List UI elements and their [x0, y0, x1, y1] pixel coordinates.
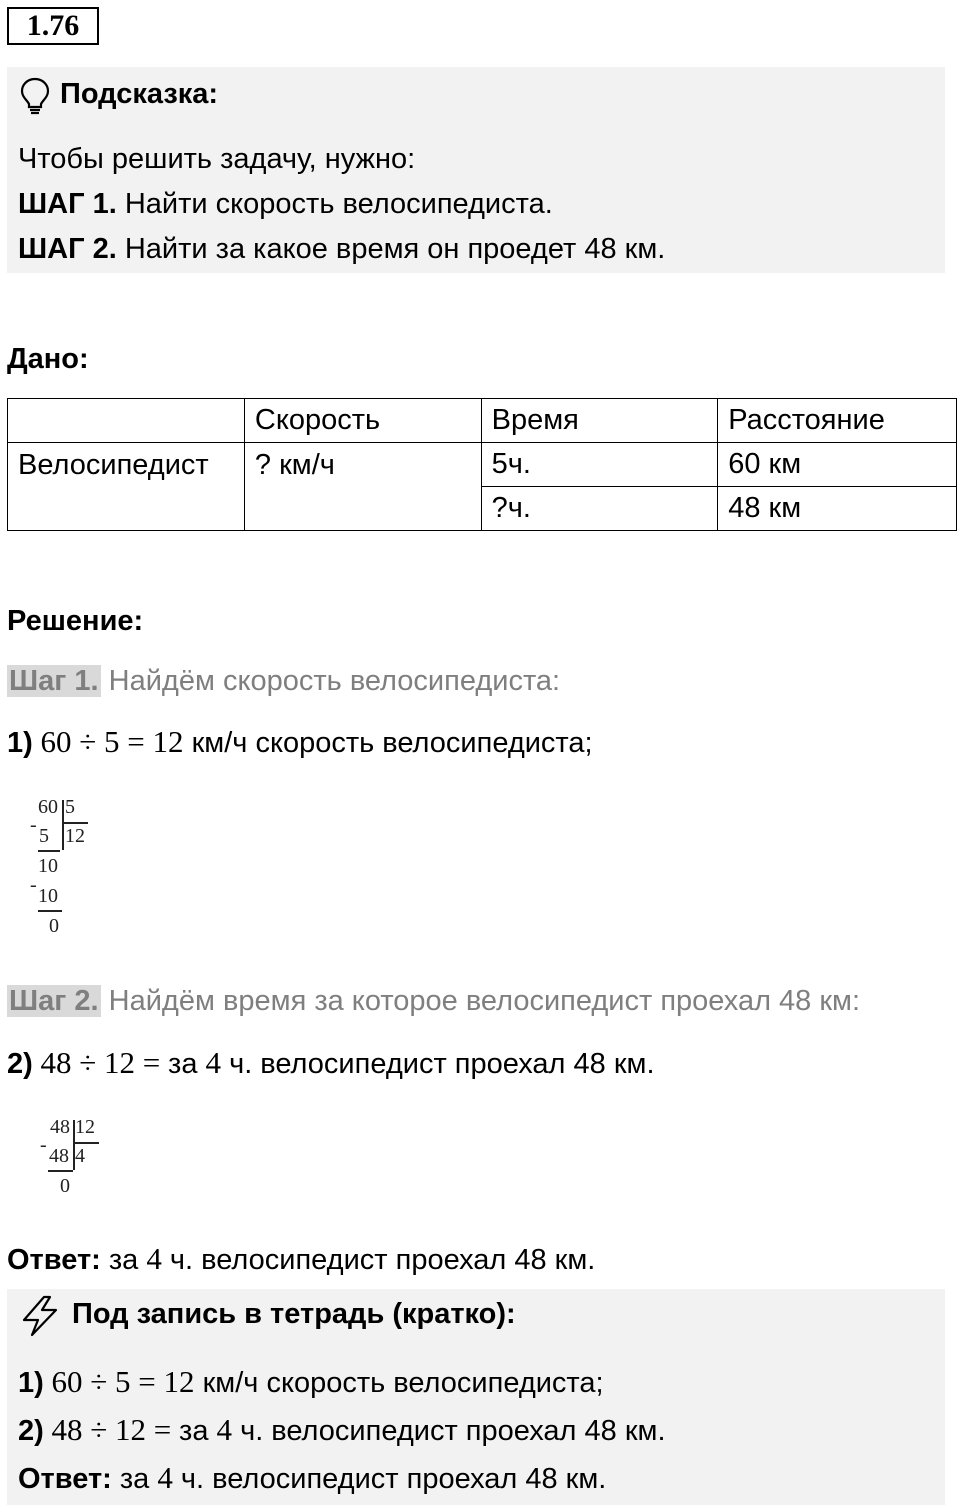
div1-minus-2: -: [30, 874, 37, 896]
table-cell: ? км/ч: [244, 443, 481, 531]
div1-line-1: [38, 850, 60, 852]
div2-divisor: 12: [75, 1116, 95, 1138]
div2-minus: -: [40, 1134, 47, 1156]
div2-dividend: 48: [50, 1116, 70, 1138]
hint-step-1: ШАГ 1. Найти скорость велосипедиста.: [18, 188, 553, 220]
table-header-cell: [8, 399, 245, 443]
table-cell: 48 км: [718, 487, 957, 531]
notebook-line-2: 2) 48 ÷ 12 = за 4 ч. велосипедист проехал 48 км.: [18, 1412, 666, 1447]
notebook-line-1: 1) 60 ÷ 5 = 12 км/ч скорость велосипедиста;: [18, 1364, 604, 1399]
hint-title: Подсказка:: [60, 78, 219, 110]
div1-sub2: 10: [38, 885, 58, 907]
lightbulb-icon: [18, 76, 52, 116]
given-table: [7, 398, 957, 531]
table-cell: 5ч.: [481, 443, 718, 487]
div2-quotient: 4: [75, 1145, 85, 1167]
table-cell: ?ч.: [481, 487, 718, 531]
div1-dividend: 60: [38, 796, 58, 818]
solution-step-1: Шаг 1. Найдём скорость велосипедиста:: [9, 665, 561, 697]
table-row: [8, 443, 957, 487]
solution-line-1: 1) 60 ÷ 5 = 12 км/ч скорость велосипедиста;: [7, 724, 593, 759]
solution-answer: Ответ: за 4 ч. велосипедист проехал 48 км.: [7, 1241, 596, 1276]
div1-minus: -: [30, 814, 37, 836]
div2-quotient-line: [74, 1142, 99, 1144]
div1-line-2: [38, 910, 62, 912]
hint-step-2: ШАГ 2. Найти за какое время он проедет 48 км.: [18, 233, 666, 265]
div2-line-1: [48, 1170, 73, 1172]
table-cell: Велосипедист: [8, 443, 245, 531]
notebook-answer: Ответ: за 4 ч. велосипедист проехал 48 км.: [18, 1460, 607, 1495]
div2-sub1: 48: [49, 1145, 69, 1167]
div2-rem1: 0: [60, 1175, 70, 1197]
lightning-icon: [18, 1294, 62, 1338]
long-division-1: [30, 796, 100, 946]
table-cell: 60 км: [718, 443, 957, 487]
div1-quotient: 12: [65, 825, 85, 847]
long-division-2: [40, 1116, 110, 1206]
hint-intro: Чтобы решить задачу, нужно:: [18, 143, 416, 175]
div1-vertical-line: [62, 800, 64, 850]
solution-line-2: 2) 48 ÷ 12 = за 4 ч. велосипедист проехал 48 км.: [7, 1045, 655, 1080]
notebook-title: Под запись в тетрадь (кратко):: [72, 1298, 516, 1330]
solution-heading: Решение:: [7, 605, 144, 637]
table-row: [8, 399, 957, 443]
problem-number: 1.76: [7, 7, 99, 45]
table-header-cell: Время: [481, 399, 718, 443]
table-header-cell: Скорость: [244, 399, 481, 443]
solution-step-2: Шаг 2. Найдём время за которое велосипедист проехал 48 км:: [9, 985, 861, 1017]
div1-rem2: 0: [49, 915, 59, 937]
table-header-cell: Расстояние: [718, 399, 957, 443]
div1-divisor: 5: [65, 796, 75, 818]
div1-rem1: 10: [38, 855, 58, 877]
div1-sub1: 5: [39, 825, 49, 847]
div1-quotient-line: [63, 822, 88, 824]
given-heading: Дано:: [7, 343, 89, 375]
